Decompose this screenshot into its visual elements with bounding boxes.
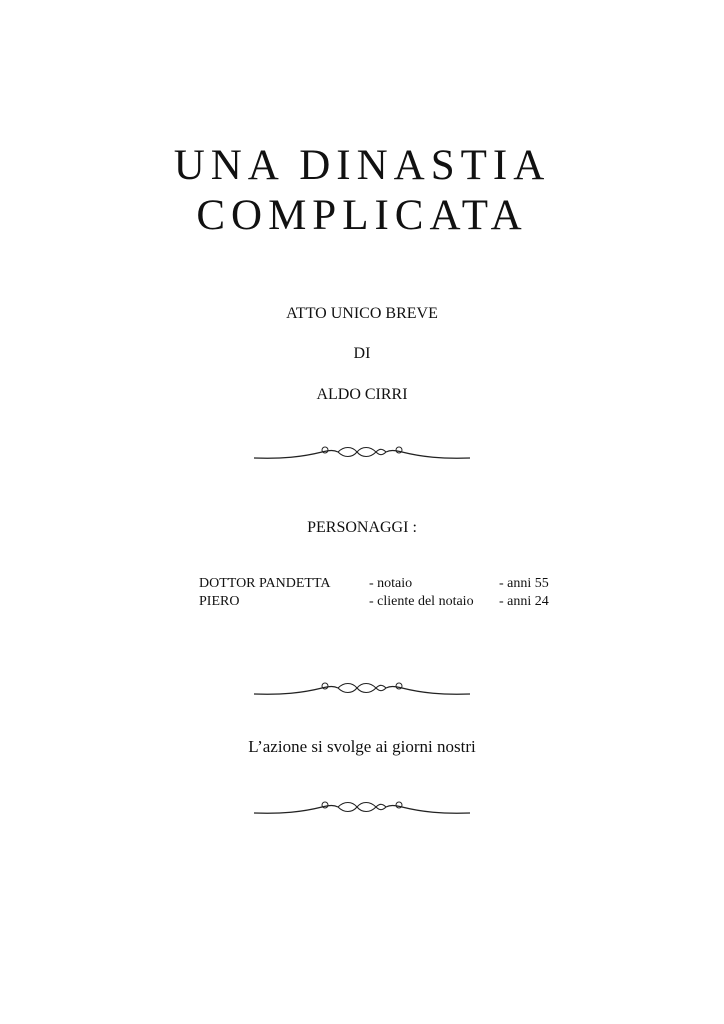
play-title-line-1: UNA DINASTIA — [173, 142, 551, 189]
characters-list — [199, 575, 559, 611]
character-age: - anni 55 — [499, 576, 549, 591]
characters-heading: PERSONAGGI : — [307, 519, 417, 536]
character-name: PIERO — [199, 594, 240, 609]
flourish-divider-icon — [252, 441, 472, 465]
author-name: ALDO CIRRI — [316, 386, 408, 403]
character-row — [199, 593, 559, 611]
flourish-divider-icon — [252, 796, 472, 820]
play-title-line-2: COMPLICATA — [196, 192, 528, 239]
play-subtitle: ATTO UNICO BREVE — [286, 305, 438, 322]
character-age: - anni 24 — [499, 594, 549, 609]
character-name: DOTTOR PANDETTA — [199, 576, 331, 591]
by-label: DI — [353, 345, 371, 362]
setting-note: L’azione si svolge ai giorni nostri — [248, 737, 476, 756]
character-row — [199, 575, 559, 593]
character-role: - notaio — [369, 576, 413, 591]
flourish-divider-icon — [252, 677, 472, 701]
character-role: - cliente del notaio — [369, 594, 474, 609]
